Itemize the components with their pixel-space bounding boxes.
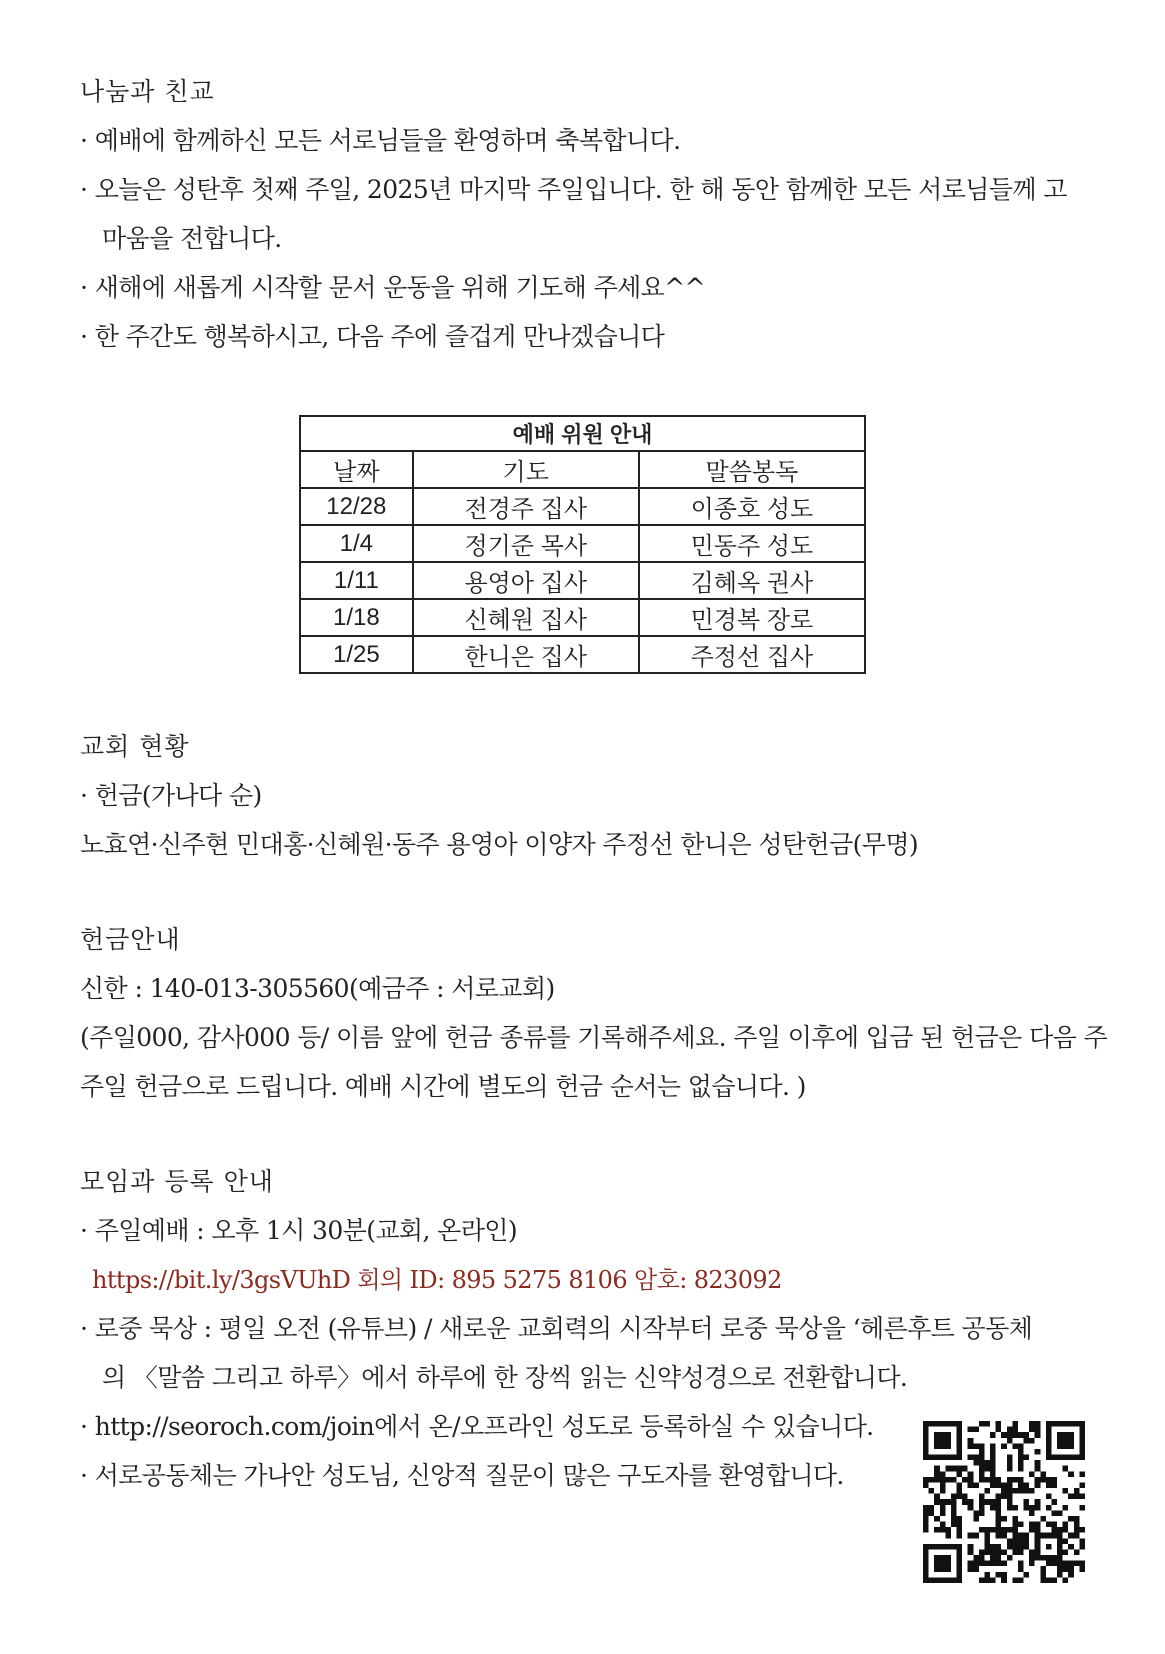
worship-duty-table bbox=[299, 415, 866, 674]
qr-code-icon[interactable] bbox=[923, 1421, 1085, 1583]
table-row bbox=[300, 599, 865, 636]
sunday-worship: · 주일예배 : 오후 1시 30분(교회, 온라인) bbox=[80, 1216, 517, 1245]
row-prayer: 신혜원 집사 bbox=[413, 599, 639, 636]
devotion-line-2: 의 〈말씀 그리고 하루〉에서 하루에 한 장씩 읽는 신약성경으로 전환합니다. bbox=[102, 1363, 908, 1392]
sharing-bullet-2-cont: 마움을 전합니다. bbox=[102, 224, 282, 253]
register-link-line[interactable]: · http://seoroch.com/join에서 온/오프라인 성도로 등록하실 수 있습니다. bbox=[80, 1412, 874, 1441]
header-scripture-reading: 말씀봉독 bbox=[639, 451, 865, 488]
row-prayer: 정기준 목사 bbox=[413, 525, 639, 562]
table-row bbox=[300, 525, 865, 562]
offering-names: 노효연·신주현 민대홍·신혜원·동주 용영아 이양자 주정선 한니은 성탄헌금(무명) bbox=[80, 830, 919, 859]
header-date: 날짜 bbox=[300, 451, 413, 488]
offering-note-1: (주일000, 감사000 등/ 이름 앞에 헌금 종류를 기록해주세요. 주일 이후에 입금 된 헌금은 다음 주 bbox=[80, 1023, 1108, 1052]
row-reading: 김혜옥 권사 bbox=[639, 562, 865, 599]
row-reading: 민동주 성도 bbox=[639, 525, 865, 562]
row-date: 1/18 bbox=[300, 599, 413, 636]
row-prayer: 한니은 집사 bbox=[413, 636, 639, 673]
sharing-title: 나눔과 친교 bbox=[80, 77, 215, 106]
row-prayer: 용영아 집사 bbox=[413, 562, 639, 599]
sharing-bullet-3: · 새해에 새롭게 시작할 문서 운동을 위해 기도해 주세요^^ bbox=[80, 273, 705, 302]
offering-note-2: 주일 헌금으로 드립니다. 예배 시간에 별도의 헌금 순서는 없습니다. ) bbox=[80, 1072, 806, 1101]
row-date: 1/4 bbox=[300, 525, 413, 562]
sharing-bullet-1: · 예배에 함께하신 모든 서로님들을 환영하며 축복합니다. bbox=[80, 126, 681, 155]
row-reading: 이종호 성도 bbox=[639, 488, 865, 525]
table-row bbox=[300, 636, 865, 673]
row-reading: 민경복 장로 bbox=[639, 599, 865, 636]
row-date: 12/28 bbox=[300, 488, 413, 525]
row-reading: 주정선 집사 bbox=[639, 636, 865, 673]
table-row bbox=[300, 562, 865, 599]
duty-table-header-row bbox=[300, 451, 865, 488]
church-status-title: 교회 현황 bbox=[80, 732, 190, 761]
header-prayer: 기도 bbox=[413, 451, 639, 488]
row-date: 1/11 bbox=[300, 562, 413, 599]
bank-account: 신한 : 140-013-305560(예금주 : 서로교회) bbox=[80, 974, 555, 1003]
duty-table-caption: 예배 위원 안내 bbox=[300, 416, 865, 451]
devotion-line-1: · 로중 묵상 : 평일 오전 (유튜브) / 새로운 교회력의 시작부터 로중 묵상을 ‘헤른후트 공동체 bbox=[80, 1314, 1033, 1343]
offering-label: · 헌금(가나다 순) bbox=[80, 781, 262, 810]
row-date: 1/25 bbox=[300, 636, 413, 673]
table-row bbox=[300, 488, 865, 525]
zoom-link[interactable]: https://bit.ly/3gsVUhD 회의 ID: 895 5275 8106 암호: 823092 bbox=[92, 1266, 782, 1294]
offering-info-title: 헌금안내 bbox=[80, 925, 181, 954]
sharing-bullet-4: · 한 주간도 행복하시고, 다음 주에 즐겁게 만나겠습니다 bbox=[80, 322, 665, 351]
gathering-title: 모임과 등록 안내 bbox=[80, 1167, 274, 1196]
welcome-line: · 서로공동체는 가나안 성도님, 신앙적 질문이 많은 구도자를 환영합니다. bbox=[80, 1461, 844, 1490]
row-prayer: 전경주 집사 bbox=[413, 488, 639, 525]
sharing-bullet-2: · 오늘은 성탄후 첫째 주일, 2025년 마지막 주일입니다. 한 해 동안 함께한 모든 서로님들께 고 bbox=[80, 175, 1067, 204]
